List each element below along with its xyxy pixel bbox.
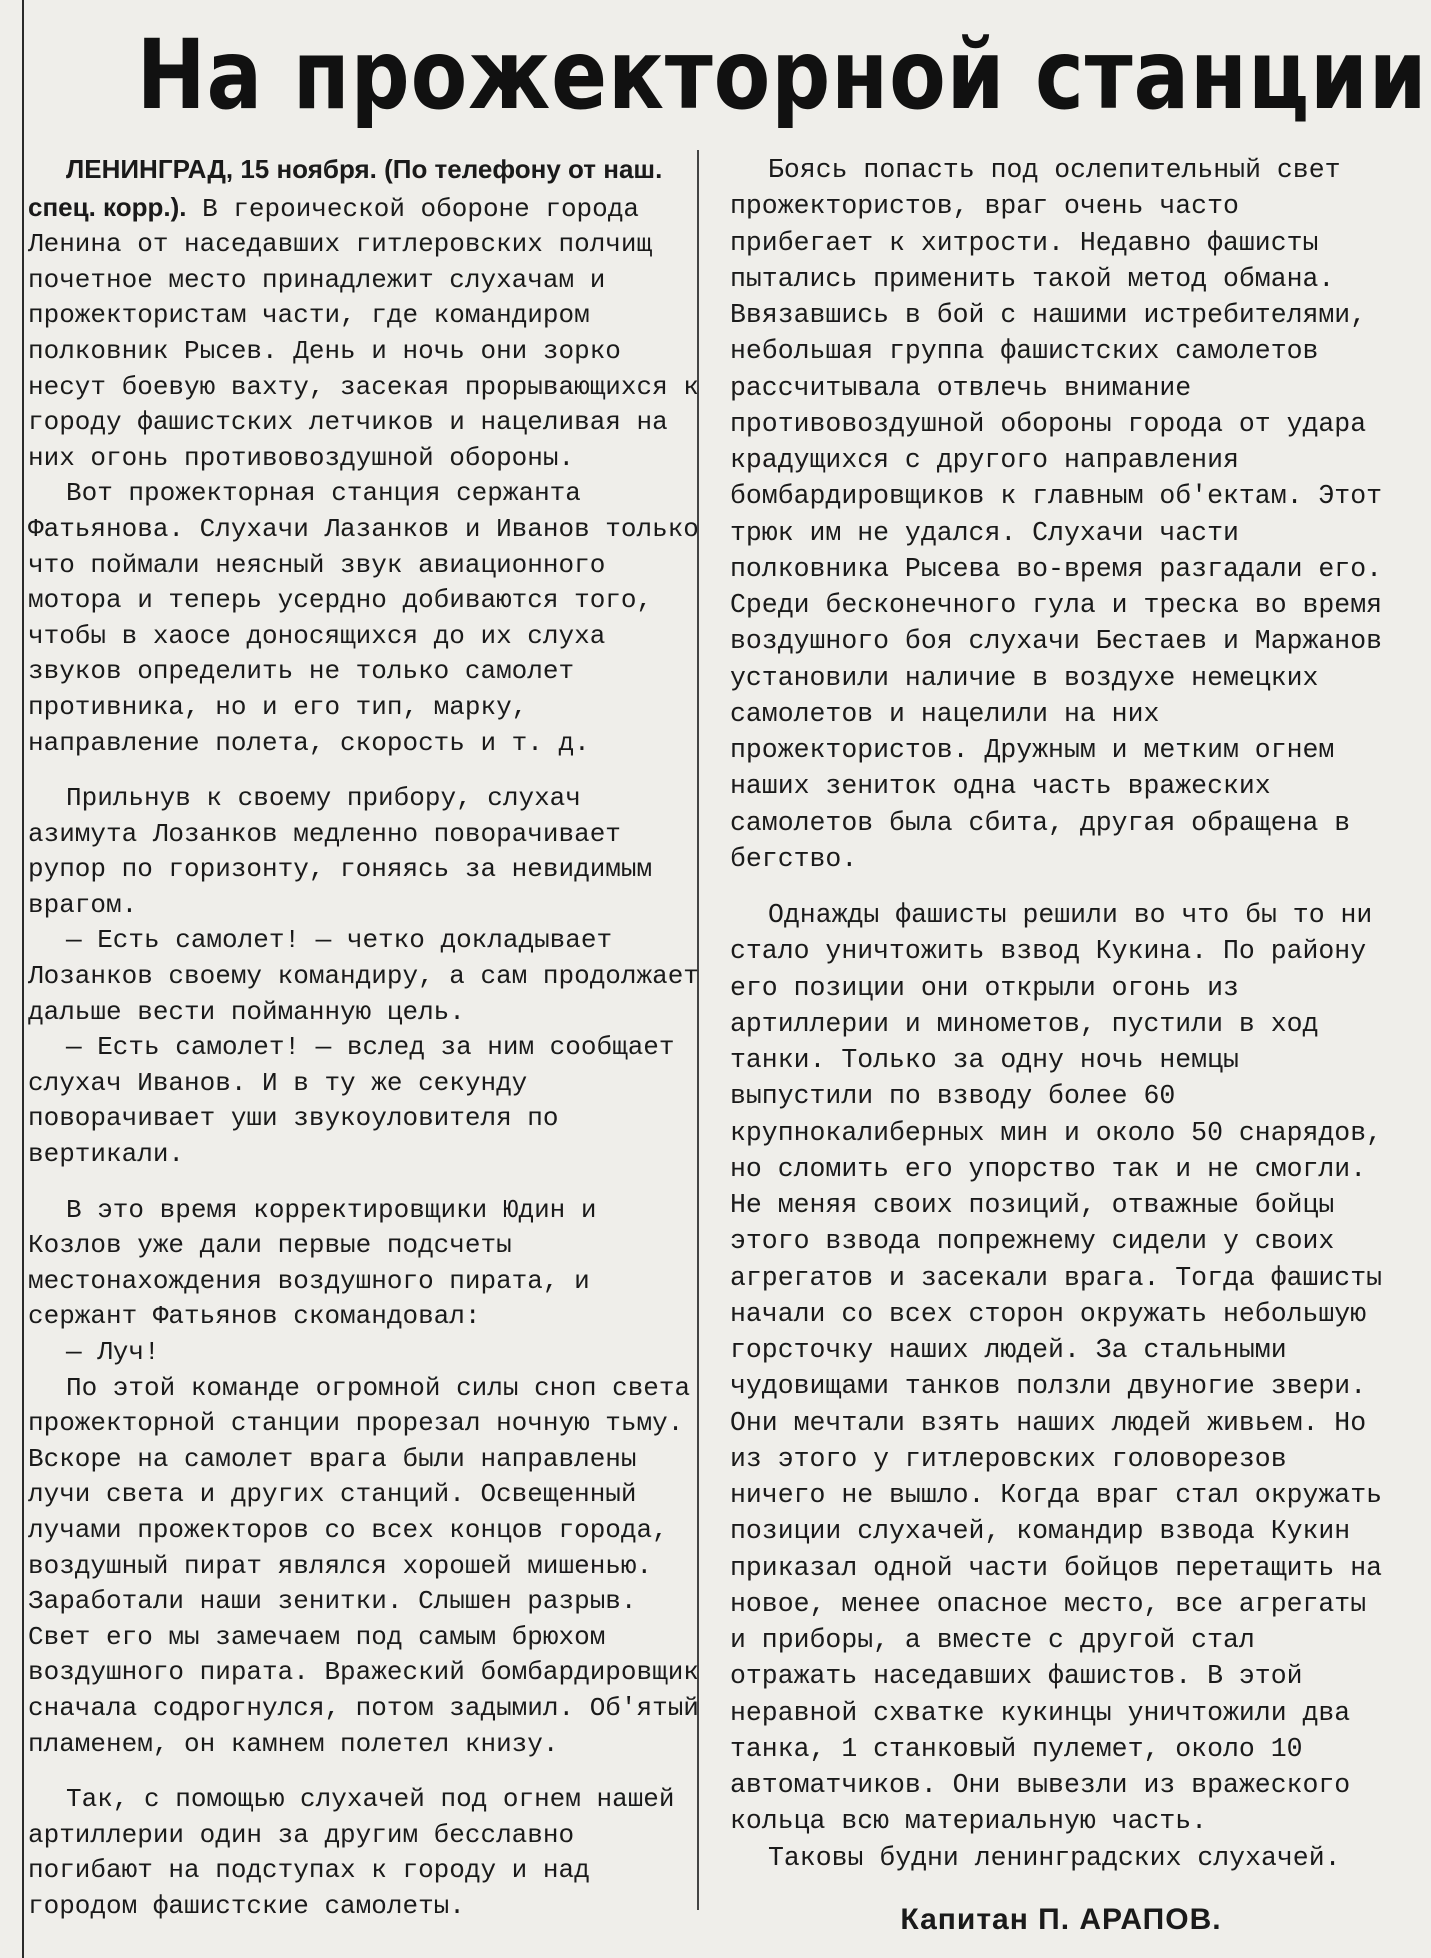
paragraph: По этой команде огромной силы сноп света прожекторной станции прорезал ночную тьму. Вскоре на самолет врага были направлены лучи света и других станций. Освещенный лучами прожекторов со всех концов города, воздушный пират являлся хорошей мишенью. Заработали наши зенитки. Слышен разрыв. Свет его мы замечаем под самым брюхом воздушного пирата. Вражеский бомбардировщик сначала содрогнулся, потом задымил. Об'ятый пламенем, он камнем полетел книзу. <box>28 1372 699 1759</box>
paragraph: Таковы будни ленинградских слухачей. <box>768 1842 1341 1873</box>
article-column-left <box>28 152 703 1925</box>
paragraph: — Луч! <box>66 1337 160 1367</box>
paragraph: Вот прожекторная станция сержанта Фатьянова. Слухачи Лазанков и Иванов только что поймали неясный звук авиационного мотора и теперь усердно добиваются того, чтобы в хаосе доносящихся до их слуха звуков определить не только самолет противника, но и его тип, марку, направление полета, скорость и т. д. <box>28 478 699 758</box>
paragraph: Прильнув к своему прибору, слухач азимута Лозанков медленно поворачивает рупор по горизонту, гоняясь за невидимым врагом. <box>28 783 653 920</box>
adjacent-column-edge <box>0 0 24 1958</box>
paragraph <box>28 152 703 476</box>
paragraph: — Есть самолет! — вслед за ним сообщает слухач Иванов. И в ту же секунду поворачивает уши звукоуловителя по вертикали. <box>28 1032 675 1170</box>
paragraph: — Есть самолет! — четко докладывает Лозанков своему командиру, а сам продолжает дальше вести пойманную цель. <box>28 925 699 1027</box>
paragraph: Так, с помощью слухачей под огнем нашей артиллерии один за другим бесславно погибают на подступах к городу и над городом фашистские самолеты. <box>28 1784 675 1921</box>
article-column-right <box>730 152 1392 1938</box>
paragraph-text: В героической обороне города Ленина от наседавших гитлеровских полчищ почетное место принадлежит слухачам и прожектористам части, где командиром полковник Рысев. День и ночь они зорко несут боевую вахту, засекая прорывающихся к городу фашистских летчиков и нацеливая на них огонь противовоздушной обороны. <box>28 193 699 473</box>
article-headline: На прожекторной станции <box>136 19 1428 131</box>
article-signature: Капитан П. АРАПОВ. <box>900 1902 1222 1936</box>
paragraph: Боясь попасть под ослепительный свет прожектористов, враг очень часто прибегает к хитрости. Недавно фашисты пытались применить такой метод обмана. Ввязавшись в бой с нашими истребителями, небольшая группа фашистских самолетов рассчитывала отвлечь внимание противовоздушной обороны города от удара крадущихся с другого направления бомбардировщиков к главным об'ектам. Этот трюк им не удался. Слухачи части полковника Рысева во-время разгадали его. Среди бесконечного гула и треска во время воздушного боя слухачи Бестаев и Маржанов установили наличие в воздухе немецких самолетов и нацелили на них прожектористов. Дружным и метким огнем наших зениток одна часть вражеских самолетов была сбита, другая обращена в бегство. <box>730 155 1383 874</box>
paragraph: В это время корректировщики Юдин и Козлов уже дали первые подсчеты местонахождения воздушного пирата, и сержант Фатьянов скомандовал: <box>28 1194 597 1332</box>
article-dateline: ЛЕНИНГРАД, 15 ноября. (По телефону от наш. спец. корр.). <box>28 154 663 222</box>
paragraph: Однажды фашисты решили во что бы то ни стало уничтожить взвод Кукина. По району его позиции они открыли огонь из артиллерии и минометов, пустили в ход танки. Только за одну ночь немцы выпустили по взводу более 60 крупнокалиберных мин и около 50 снарядов, но сломить его упорство так и не смогли. Не меняя своих позиций, отважные бойцы этого взвода попрежнему сидели у своих агрегатов и засекали врага. Тогда фашисты начали со всех сторон окружать небольшую горсточку наших людей. За стальными чудовищами танков ползли двуногие звери. Они мечтали взять наших людей живьем. Но из этого у гитлеровских головорезов ничего не вышло. Когда враг стал окружать позиции слухачей, командир взвода Кукин приказал одной части бойцов перетащить на новое, менее опасное место, все агрегаты и приборы, а вместе с другой стал отражать наседавших фашистов. В этой неравной схватке кукинцы уничтожили два танка, 1 станковый пулемет, около 10 автоматчиков. Они вывезли из вражеского кольца всю материальную часть. <box>730 900 1383 1837</box>
